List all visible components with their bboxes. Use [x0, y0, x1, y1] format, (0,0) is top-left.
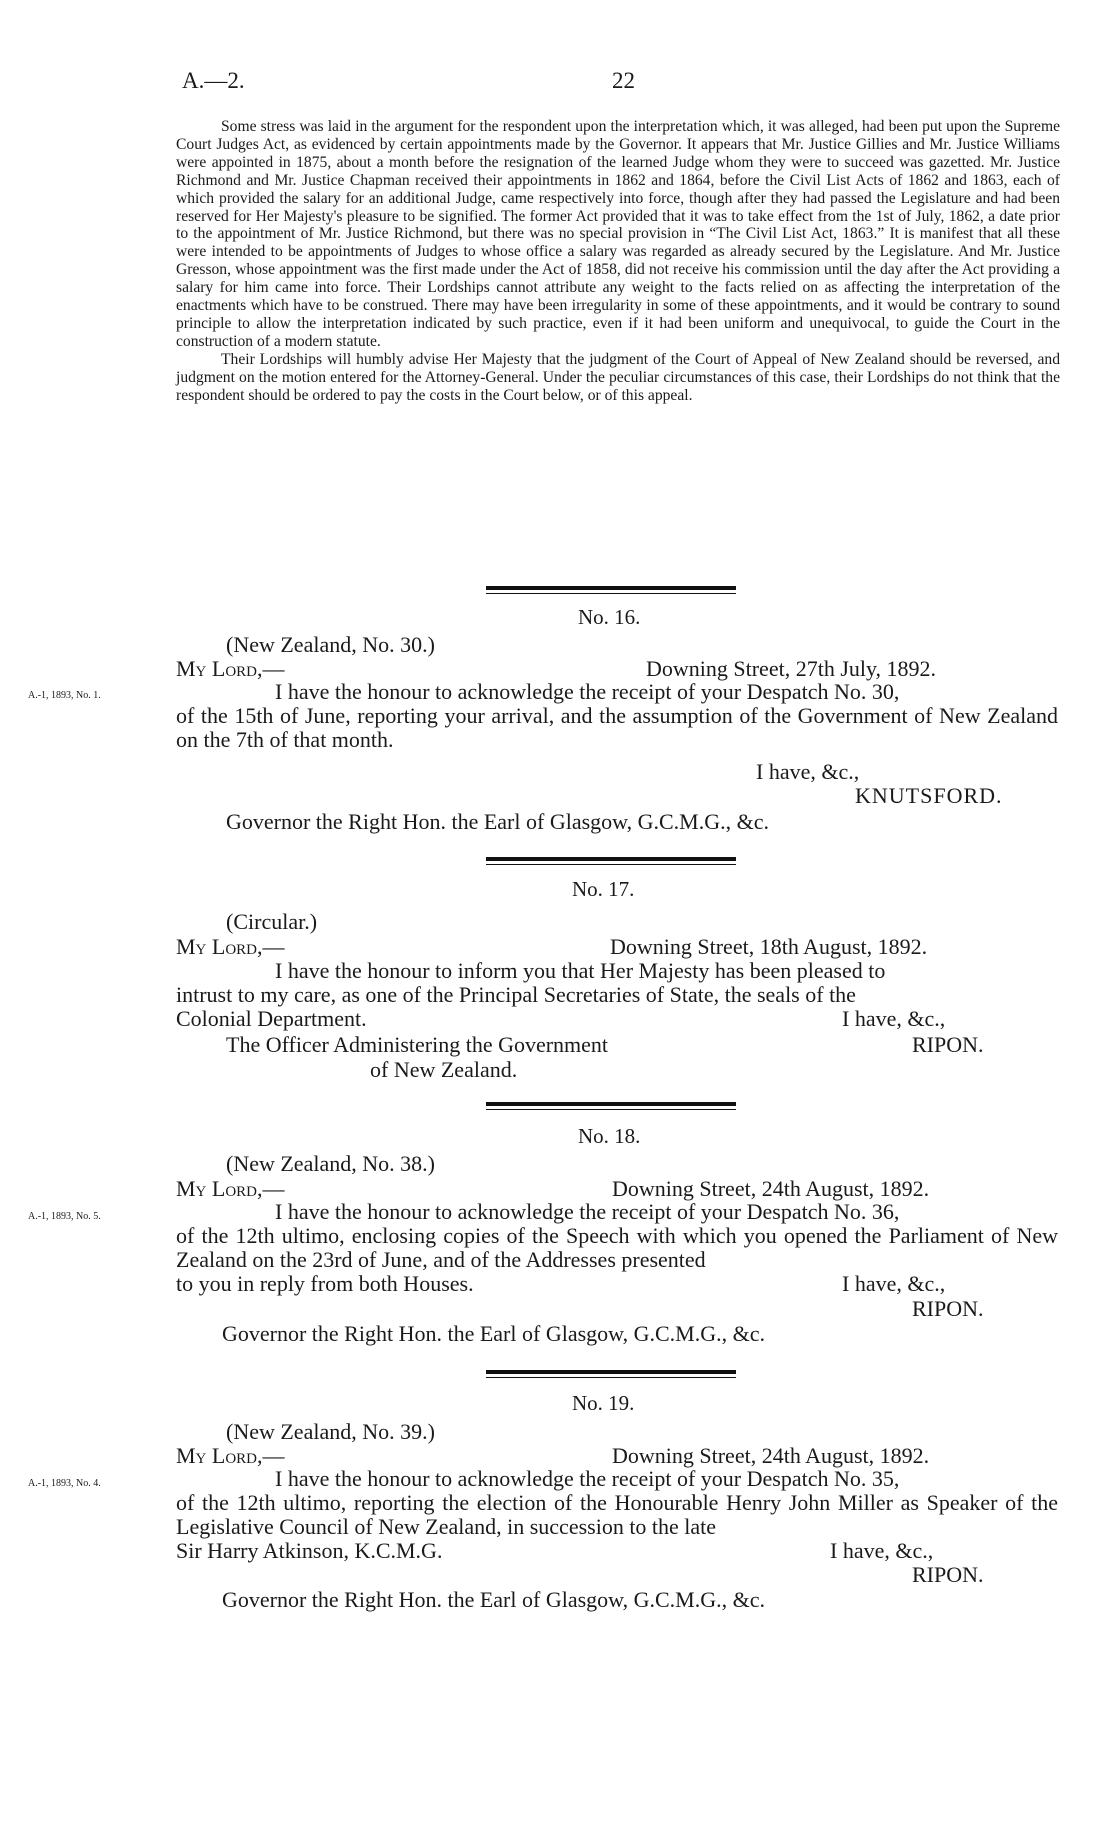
- salutation: My Lord,—: [176, 934, 285, 959]
- body-line: intrust to my care, as one of the Principal Secretaries of State, the seals of the: [176, 982, 856, 1007]
- letter-number: No. 19.: [572, 1391, 635, 1415]
- letter-number: No. 17.: [572, 877, 635, 901]
- section-divider: [486, 857, 736, 861]
- signature: RIPON.: [912, 1562, 984, 1587]
- letter-number: No. 16.: [578, 605, 641, 629]
- body-line: I have the honour to acknowledge the receipt of your Despatch No. 30,: [275, 679, 900, 704]
- letter-body: [176, 680, 1058, 752]
- body-line: Colonial Department.: [176, 1006, 367, 1031]
- letter-reference: (New Zealand, No. 38.): [226, 1151, 435, 1176]
- body-text: of the 12th ultimo, reporting the election of the Honourable Henry John Miller as Speaker of the Legislative Council of New Zealand, in succession to the late: [176, 1490, 1058, 1539]
- body-line: I have the honour to inform you that Her Majesty has been pleased to: [275, 958, 886, 983]
- signature: RIPON.: [912, 1032, 984, 1057]
- margin-reference: A.-1, 1893, No. 1.: [28, 690, 101, 701]
- margin-reference: A.-1, 1893, No. 4.: [28, 1478, 101, 1489]
- section-divider: [486, 1370, 736, 1374]
- closing: I have, &c.,: [842, 1271, 946, 1296]
- judgment-text: [176, 118, 1060, 405]
- addressee: Governor the Right Hon. the Earl of Glasgow, G.C.M.G., &c.: [226, 809, 769, 834]
- addressee: The Officer Administering the Government: [226, 1032, 609, 1057]
- closing: I have, &c.,: [756, 759, 860, 784]
- paragraph: Their Lordships will humbly advise Her Majesty that the judgment of the Court of Appeal of New Zealand should be reversed, and judgment on the motion entered for the Attorney-General. Under the peculiar circumstances of this case, their Lordships do not think that the respondent should be ordered to pay the costs in the Court below, or of this appeal.: [176, 350, 1060, 404]
- signature: KNUTSFORD.: [855, 783, 1003, 808]
- document-code: A.—2.: [182, 68, 245, 93]
- body-line: Sir Harry Atkinson, K.C.M.G.: [176, 1538, 443, 1563]
- addressee: Governor the Right Hon. the Earl of Glasgow, G.C.M.G., &c.: [222, 1321, 765, 1346]
- salutation: My Lord,—: [176, 656, 285, 681]
- addressee: Governor the Right Hon. the Earl of Glasgow, G.C.M.G., &c.: [222, 1587, 765, 1612]
- letter-reference: (Circular.): [226, 909, 318, 934]
- body-line: I have the honour to acknowledge the receipt of your Despatch No. 36,: [275, 1199, 900, 1224]
- dateline: Downing Street, 27th July, 1892.: [646, 656, 937, 681]
- section-divider: [486, 1102, 736, 1106]
- body-text: of the 12th ultimo, enclosing copies of the Speech with which you opened the Parliament of New Zealand on the 23rd of June, and of the Addresses presented: [176, 1223, 1058, 1272]
- salutation: My Lord,—: [176, 1176, 285, 1201]
- letter-reference: (New Zealand, No. 30.): [226, 632, 435, 657]
- letter-reference: (New Zealand, No. 39.): [226, 1419, 435, 1444]
- paragraph: Some stress was laid in the argument for the respondent upon the interpretation which, it was alleged, had been put upon the Supreme Court Judges Act, as evidenced by certain appointments made by the Governor. It appears that Mr. Justice Gillies and Mr. Justice Williams were appointed in 1875, about a month before the resignation of the learned Judge whom they were to succeed was gazetted. Mr. Justice Richmond and Mr. Justice Chapman received their appointments in 1862 and 1864, before the Civil List Acts of 1862 and 1863, each of which provided the salary for an additional Judge, came respectively into force, though after they had passed the Legislature and had been reserved for Her Majesty's pleasure to be signified. The former Act provided that it was to take effect from the 1st of July, 1862, a date prior to the appointment of Mr. Justice Richmond, but there was no special provision in “The Civil List Act, 1863.” It is manifest that all these were intended to be appointments of Judges to whose office a salary was regarded as already secured by the Legislature. And Mr. Justice Gresson, whose appointment was the first made under the Act of 1858, did not receive his commission until the day after the Act providing a salary for him came into force. Their Lordships cannot attribute any weight to the facts relied on as affecting the interpretation of the enactments which have to be construed. There may have been irregularity in some of these appointments, and it would be contrary to sound principle to allow the interpretation indicated by such practice, even if it had been uniform and unequivocal, to guide the Court in the construction of a modern statute.: [176, 118, 1060, 350]
- dateline: Downing Street, 24th August, 1892.: [612, 1443, 930, 1468]
- body-line: I have the honour to acknowledge the receipt of your Despatch No. 35,: [275, 1466, 900, 1491]
- dateline: Downing Street, 18th August, 1892.: [610, 934, 928, 959]
- letter-number: No. 18.: [578, 1124, 641, 1148]
- body-line: to you in reply from both Houses.: [176, 1271, 474, 1296]
- body-text: of the 15th of June, reporting your arrival, and the assumption of the Government of New Zealand on the 7th of that month.: [176, 703, 1058, 752]
- closing: I have, &c.,: [830, 1538, 934, 1563]
- margin-reference: A.-1, 1893, No. 5.: [28, 1211, 101, 1222]
- dateline: Downing Street, 24th August, 1892.: [612, 1176, 930, 1201]
- page-number: 22: [612, 68, 635, 93]
- closing: I have, &c.,: [842, 1006, 946, 1031]
- addressee: of New Zealand.: [370, 1057, 518, 1082]
- signature: RIPON.: [912, 1296, 984, 1321]
- section-divider: [486, 586, 736, 590]
- salutation: My Lord,—: [176, 1443, 285, 1468]
